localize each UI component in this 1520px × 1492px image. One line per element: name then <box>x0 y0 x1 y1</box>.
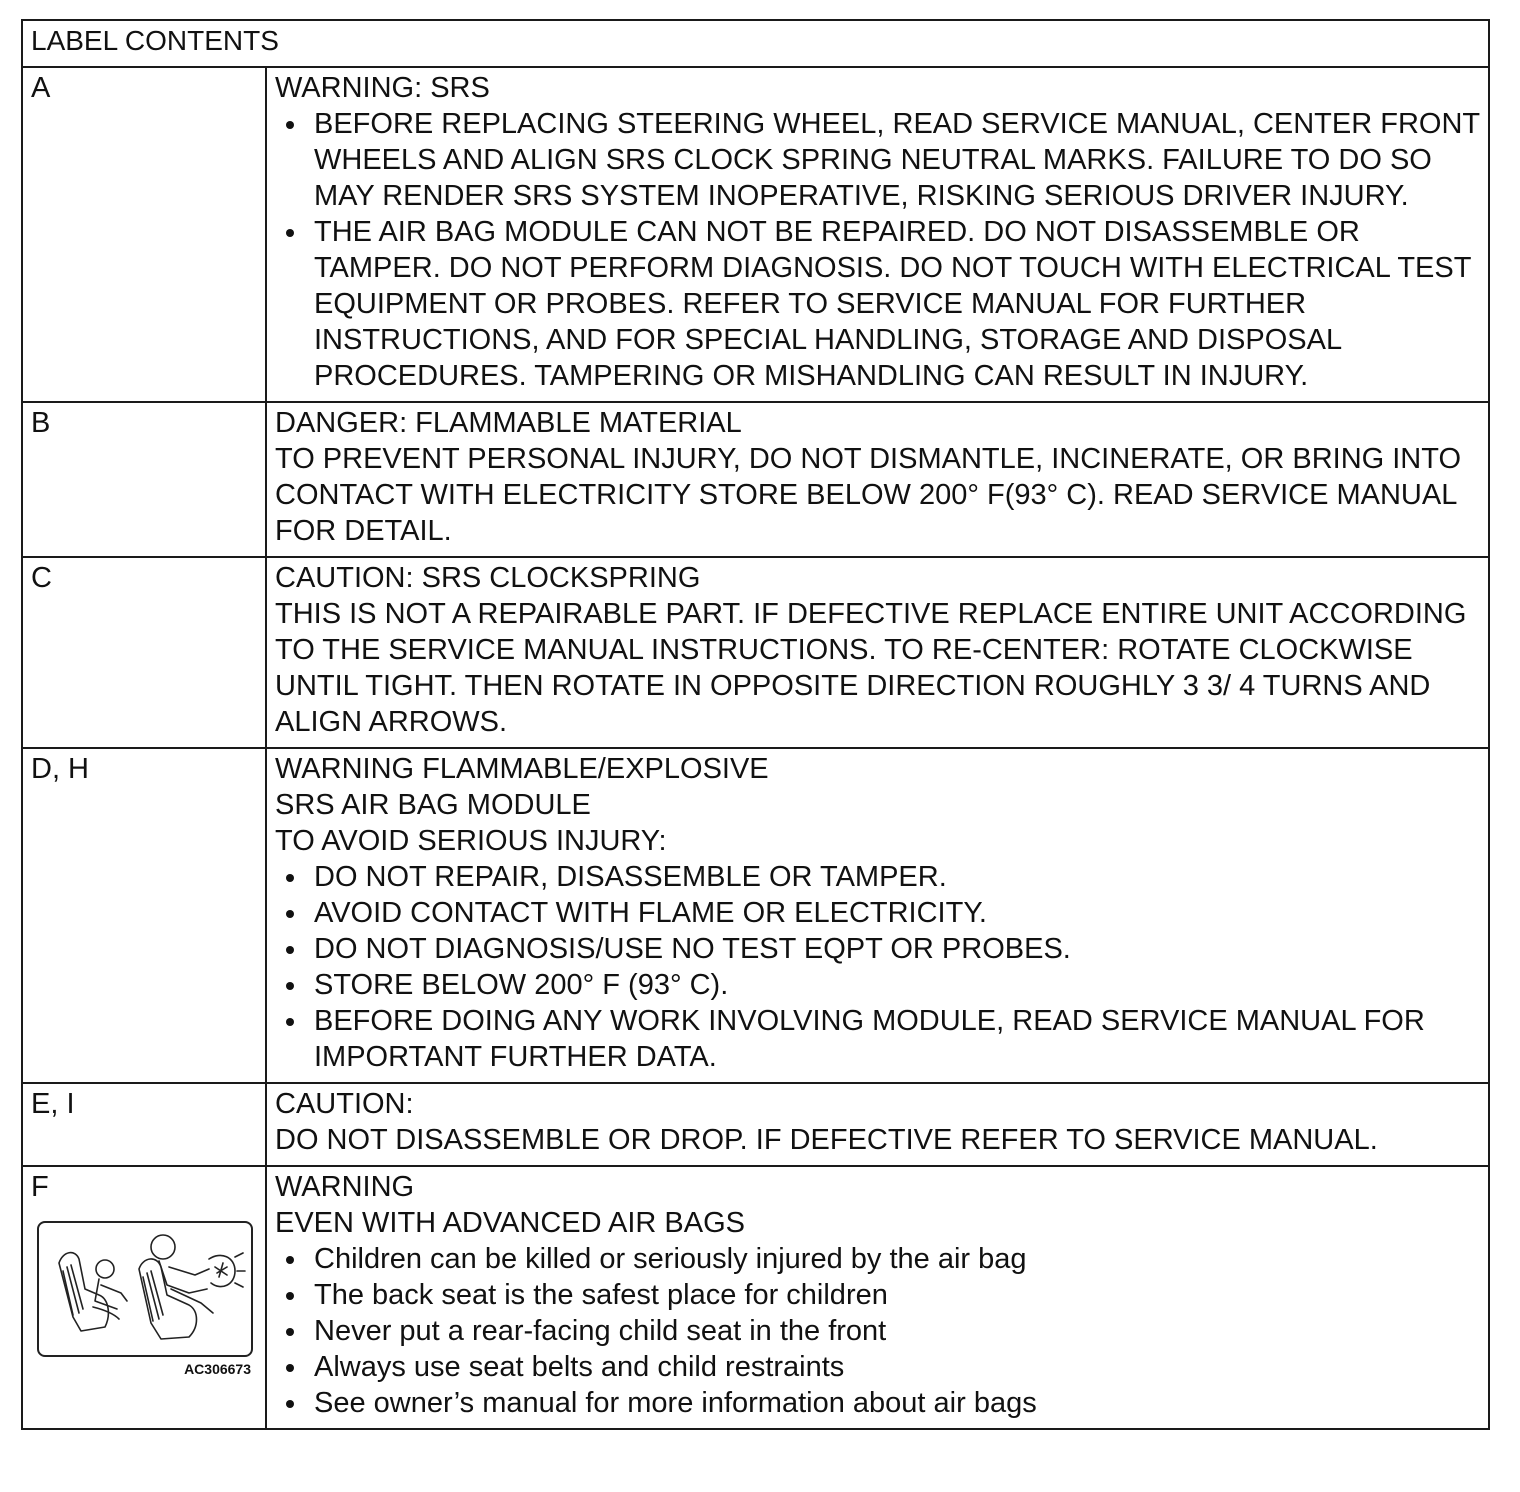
label-id: A <box>22 67 266 402</box>
table-header: LABEL CONTENTS <box>22 20 1489 67</box>
table-row <box>22 748 1489 1083</box>
bullet-item: Always use seat belts and child restraints <box>275 1349 1480 1385</box>
child-seat-airbag-illustration <box>39 1223 251 1355</box>
bullet-item: DO NOT REPAIR, DISASSEMBLE OR TAMPER. <box>275 859 1480 895</box>
label-subheading: EVEN WITH ADVANCED AIR BAGS <box>275 1207 746 1239</box>
label-id-cell <box>22 1166 266 1429</box>
bullet-item: STORE BELOW 200° F (93° C). <box>275 967 1480 1003</box>
bullet-item: THE AIR BAG MODULE CAN NOT BE REPAIRED. DO NOT DISASSEMBLE OR TAMPER. DO NOT PERFORM DIAGNOSIS. DO NOT TOUCH WITH ELECTRICAL TEST EQUIPMENT OR PROBES. REFER TO SERVICE MANUAL FOR FURTHER INSTRUCTIONS, AND FOR SPECIAL HANDLING, STORAGE AND DISPOSAL PROCEDURES. TAMPERING OR MISHANDLING CAN RESULT IN INJURY. <box>275 214 1480 394</box>
bullet-item: Children can be killed or seriously injured by the air bag <box>275 1241 1480 1277</box>
bullet-item: DO NOT DIAGNOSIS/USE NO TEST EQPT OR PROBES. <box>275 931 1480 967</box>
label-subheading: SRS AIR BAG MODULE <box>275 789 591 821</box>
label-id: F <box>31 1171 49 1203</box>
label-id: E, I <box>22 1083 266 1166</box>
bullet-list <box>275 106 1480 394</box>
label-id: D, H <box>22 748 266 1083</box>
label-text <box>266 557 1489 748</box>
figure-code: AC306673 <box>184 1361 251 1377</box>
label-text <box>266 402 1489 557</box>
label-text <box>266 1083 1489 1166</box>
label-heading: WARNING: SRS <box>275 72 490 104</box>
label-heading: DANGER: FLAMMABLE MATERIAL <box>275 407 742 439</box>
table-header-row <box>22 20 1489 67</box>
label-body: DO NOT DISASSEMBLE OR DROP. IF DEFECTIVE REFER TO SERVICE MANUAL. <box>275 1124 1378 1156</box>
bullet-item: See owner’s manual for more information about air bags <box>275 1385 1480 1421</box>
label-body: TO PREVENT PERSONAL INJURY, DO NOT DISMANTLE, INCINERATE, OR BRING INTO CONTACT WITH ELECTRICITY STORE BELOW 200° F(93° C). READ SERVICE MANUAL FOR DETAIL. <box>275 443 1461 547</box>
table-row <box>22 1083 1489 1166</box>
label-subheading: TO AVOID SERIOUS INJURY: <box>275 825 667 857</box>
airbag-warning-figure <box>37 1221 253 1357</box>
label-id: B <box>22 402 266 557</box>
label-heading: CAUTION: <box>275 1088 414 1120</box>
bullet-item: BEFORE REPLACING STEERING WHEEL, READ SERVICE MANUAL, CENTER FRONT WHEELS AND ALIGN SRS CLOCK SPRING NEUTRAL MARKS. FAILURE TO DO SO MAY RENDER SRS SYSTEM INOPERATIVE, RISKING SERIOUS DRIVER INJURY. <box>275 106 1480 214</box>
label-heading: WARNING FLAMMABLE/EXPLOSIVE <box>275 753 769 785</box>
label-text <box>266 67 1489 402</box>
label-text <box>266 748 1489 1083</box>
label-body: THIS IS NOT A REPAIRABLE PART. IF DEFECTIVE REPLACE ENTIRE UNIT ACCORDING TO THE SERVICE MANUAL INSTRUCTIONS. TO RE-CENTER: ROTATE CLOCKWISE UNTIL TIGHT. THEN ROTATE IN OPPOSITE DIRECTION ROUGHLY 3 3/ 4 TURNS AND ALIGN ARROWS. <box>275 598 1467 738</box>
table-row <box>22 67 1489 402</box>
bullet-list <box>275 1241 1480 1421</box>
table-row <box>22 402 1489 557</box>
table-row <box>22 557 1489 748</box>
label-contents-table <box>21 19 1490 1430</box>
bullet-list <box>275 859 1480 1075</box>
bullet-item: AVOID CONTACT WITH FLAME OR ELECTRICITY. <box>275 895 1480 931</box>
label-id: C <box>22 557 266 748</box>
label-heading: WARNING <box>275 1171 415 1203</box>
table-row <box>22 1166 1489 1429</box>
bullet-item: The back seat is the safest place for children <box>275 1277 1480 1313</box>
label-heading: CAUTION: SRS CLOCKSPRING <box>275 562 701 594</box>
bullet-item: BEFORE DOING ANY WORK INVOLVING MODULE, READ SERVICE MANUAL FOR IMPORTANT FURTHER DATA. <box>275 1003 1480 1075</box>
bullet-item: Never put a rear-facing child seat in the front <box>275 1313 1480 1349</box>
label-text <box>266 1166 1489 1429</box>
